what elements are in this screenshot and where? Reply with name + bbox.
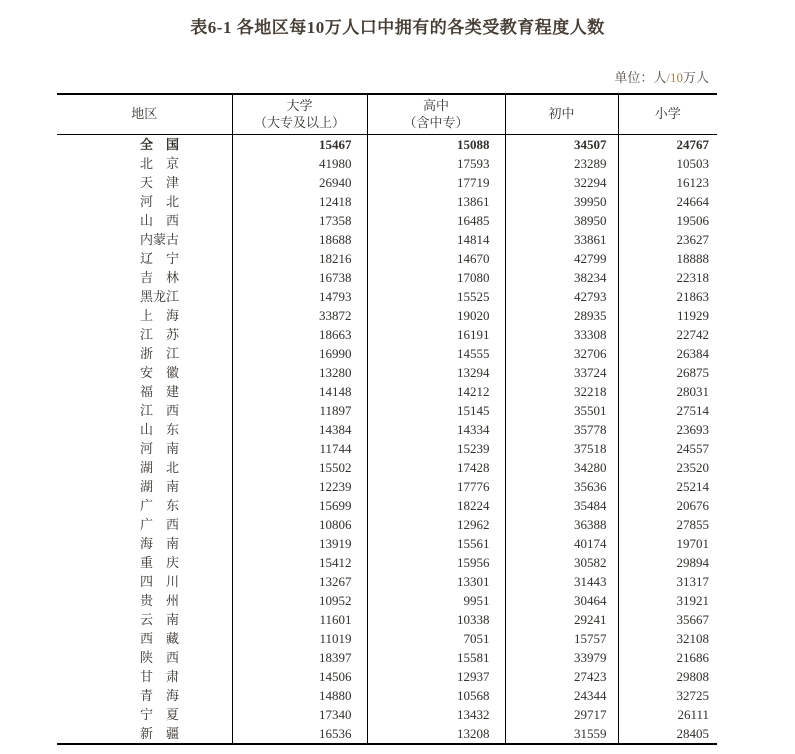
column-header-university — [232, 94, 367, 135]
region-cell: 福 建 — [57, 382, 232, 401]
value-cell: 10568 — [367, 686, 505, 705]
value-cell: 13919 — [232, 534, 367, 553]
value-cell: 16123 — [676, 175, 709, 190]
value-cell: 15145 — [367, 401, 505, 420]
value-cell: 32108 — [676, 631, 709, 646]
unit-label-prefix: 单位：人 — [614, 70, 667, 85]
value-cell: 18888 — [676, 251, 709, 266]
table-row — [57, 287, 717, 306]
value-cell: 16738 — [232, 268, 367, 287]
table-row — [57, 591, 717, 610]
value-cell: 14814 — [367, 230, 505, 249]
region-cell: 新 疆 — [57, 724, 232, 744]
value-cell: 38234 — [505, 268, 618, 287]
value-cell: 14384 — [232, 420, 367, 439]
value-cell: 33308 — [505, 325, 618, 344]
value-cell: 14670 — [367, 249, 505, 268]
region-cell: 云 南 — [57, 610, 232, 629]
region-cell: 宁 夏 — [57, 705, 232, 724]
region-cell: 广 东 — [57, 496, 232, 515]
value-cell: 17719 — [367, 173, 505, 192]
value-cell: 19506 — [676, 213, 709, 228]
value-cell: 32706 — [505, 344, 618, 363]
value-cell: 10503 — [676, 156, 709, 171]
value-cell: 22742 — [676, 327, 709, 342]
value-cell: 29808 — [676, 669, 709, 684]
region-cell: 广 西 — [57, 515, 232, 534]
value-cell: 13294 — [367, 363, 505, 382]
value-cell: 14506 — [232, 667, 367, 686]
value-cell: 10952 — [232, 591, 367, 610]
value-cell: 30464 — [505, 591, 618, 610]
region-cell: 西 藏 — [57, 629, 232, 648]
region-cell: 重 庆 — [57, 553, 232, 572]
column-header-label: 小学 — [654, 106, 681, 122]
value-cell: 32725 — [676, 688, 709, 703]
value-cell: 33872 — [232, 306, 367, 325]
value-cell: 28935 — [505, 306, 618, 325]
value-cell: 15467 — [232, 135, 367, 155]
column-header-label: 高中 — [422, 97, 449, 113]
region-cell: 青 海 — [57, 686, 232, 705]
value-cell: 32218 — [505, 382, 618, 401]
value-cell: 16536 — [232, 724, 367, 744]
value-cell: 14880 — [232, 686, 367, 705]
value-cell: 13861 — [367, 192, 505, 211]
value-cell: 15525 — [367, 287, 505, 306]
value-cell: 24664 — [676, 194, 709, 209]
value-cell: 29717 — [505, 705, 618, 724]
column-header-sub: （大专及以上） — [253, 114, 345, 130]
value-cell: 18688 — [232, 230, 367, 249]
table-row — [57, 515, 717, 534]
value-cell: 23627 — [676, 232, 709, 247]
value-cell: 23693 — [676, 422, 709, 437]
region-cell: 山 西 — [57, 211, 232, 230]
value-cell: 14148 — [232, 382, 367, 401]
value-cell: 23520 — [676, 460, 709, 475]
region-cell: 安 徽 — [57, 363, 232, 382]
region-cell: 河 北 — [57, 192, 232, 211]
unit-label-accent: /10 — [666, 70, 683, 85]
table-body — [57, 135, 717, 745]
table-row — [57, 705, 717, 724]
table-row — [57, 363, 717, 382]
value-cell: 11019 — [232, 629, 367, 648]
value-cell: 42793 — [505, 287, 618, 306]
value-cell: 27855 — [676, 517, 709, 532]
value-cell: 15412 — [232, 553, 367, 572]
value-cell: 15561 — [367, 534, 505, 553]
table-row — [57, 420, 717, 439]
value-cell: 31317 — [676, 574, 709, 589]
value-cell: 28405 — [676, 726, 709, 741]
value-cell: 19020 — [367, 306, 505, 325]
value-cell: 23289 — [505, 154, 618, 173]
value-cell: 14793 — [232, 287, 367, 306]
value-cell: 18663 — [232, 325, 367, 344]
value-cell: 17776 — [367, 477, 505, 496]
column-header-label: 初中 — [548, 106, 575, 122]
value-cell: 15502 — [232, 458, 367, 477]
value-cell: 15581 — [367, 648, 505, 667]
value-cell: 36388 — [505, 515, 618, 534]
value-cell: 15956 — [367, 553, 505, 572]
value-cell: 13301 — [367, 572, 505, 591]
table-row — [57, 249, 717, 268]
value-cell: 34280 — [505, 458, 618, 477]
value-cell: 35484 — [505, 496, 618, 515]
value-cell: 17428 — [367, 458, 505, 477]
value-cell: 21686 — [676, 650, 709, 665]
value-cell: 35667 — [676, 612, 709, 627]
value-cell: 19701 — [676, 536, 709, 551]
table-row — [57, 173, 717, 192]
region-cell: 黑龙江 — [57, 287, 232, 306]
table-row — [57, 211, 717, 230]
value-cell: 7051 — [367, 629, 505, 648]
value-cell: 15088 — [367, 135, 505, 155]
value-cell: 37518 — [505, 439, 618, 458]
value-cell: 30582 — [505, 553, 618, 572]
table-row — [57, 401, 717, 420]
table-row — [57, 686, 717, 705]
column-header-primary — [618, 94, 717, 135]
value-cell: 33724 — [505, 363, 618, 382]
table-row — [57, 496, 717, 515]
region-cell: 贵 州 — [57, 591, 232, 610]
value-cell: 27423 — [505, 667, 618, 686]
value-cell: 32294 — [505, 173, 618, 192]
value-cell: 31921 — [676, 593, 709, 608]
value-cell: 24344 — [505, 686, 618, 705]
value-cell: 18216 — [232, 249, 367, 268]
value-cell: 14334 — [367, 420, 505, 439]
table-row — [57, 553, 717, 572]
table-row — [57, 667, 717, 686]
value-cell: 13432 — [367, 705, 505, 724]
value-cell: 11929 — [676, 308, 709, 323]
value-cell: 28031 — [676, 384, 709, 399]
table-row — [57, 724, 717, 744]
value-cell: 24767 — [676, 137, 709, 152]
value-cell: 16990 — [232, 344, 367, 363]
region-cell: 河 南 — [57, 439, 232, 458]
value-cell: 26875 — [676, 365, 709, 380]
value-cell: 11744 — [232, 439, 367, 458]
value-cell: 26111 — [677, 707, 709, 722]
region-cell: 北 京 — [57, 154, 232, 173]
value-cell: 38950 — [505, 211, 618, 230]
value-cell: 21863 — [676, 289, 709, 304]
region-cell: 四 川 — [57, 572, 232, 591]
value-cell: 34507 — [505, 135, 618, 155]
value-cell: 20676 — [676, 498, 709, 513]
table-row — [57, 154, 717, 173]
table-row — [57, 629, 717, 648]
table-row — [57, 268, 717, 287]
value-cell: 27514 — [676, 403, 709, 418]
value-cell: 35501 — [505, 401, 618, 420]
value-cell: 10806 — [232, 515, 367, 534]
value-cell: 16485 — [367, 211, 505, 230]
table-row — [57, 477, 717, 496]
table-row — [57, 458, 717, 477]
region-cell: 陕 西 — [57, 648, 232, 667]
column-header-region — [57, 94, 232, 135]
value-cell: 11601 — [232, 610, 367, 629]
region-cell: 海 南 — [57, 534, 232, 553]
table-row — [57, 534, 717, 553]
table-row — [57, 572, 717, 591]
value-cell: 15239 — [367, 439, 505, 458]
region-cell: 甘 肃 — [57, 667, 232, 686]
table-row — [57, 325, 717, 344]
value-cell: 22318 — [676, 270, 709, 285]
value-cell: 10338 — [367, 610, 505, 629]
table-row — [57, 439, 717, 458]
value-cell: 40174 — [505, 534, 618, 553]
value-cell: 18397 — [232, 648, 367, 667]
column-header-juniorhigh — [505, 94, 618, 135]
region-cell: 吉 林 — [57, 268, 232, 287]
value-cell: 25214 — [676, 479, 709, 494]
region-cell: 内蒙古 — [57, 230, 232, 249]
value-cell: 9951 — [367, 591, 505, 610]
table-header — [57, 94, 717, 135]
table-row — [57, 382, 717, 401]
value-cell: 26384 — [676, 346, 709, 361]
value-cell: 24557 — [676, 441, 709, 456]
region-cell: 天 津 — [57, 173, 232, 192]
value-cell: 35636 — [505, 477, 618, 496]
value-cell: 16191 — [367, 325, 505, 344]
region-cell: 全 国 — [57, 135, 232, 155]
table-row — [57, 306, 717, 325]
value-cell: 15757 — [505, 629, 618, 648]
value-cell: 12937 — [367, 667, 505, 686]
region-cell: 湖 北 — [57, 458, 232, 477]
unit-label-suffix: 万人 — [682, 70, 709, 85]
value-cell: 39950 — [505, 192, 618, 211]
table-row — [57, 344, 717, 363]
table-row — [57, 192, 717, 211]
value-cell: 29894 — [676, 555, 709, 570]
value-cell: 13280 — [232, 363, 367, 382]
region-cell: 山 东 — [57, 420, 232, 439]
header-row — [57, 94, 717, 135]
column-header-label: 大学 — [286, 97, 313, 113]
table-row — [57, 230, 717, 249]
unit-label — [57, 67, 709, 86]
value-cell: 13208 — [367, 724, 505, 744]
value-cell: 13267 — [232, 572, 367, 591]
value-cell: 31443 — [505, 572, 618, 591]
value-cell: 12239 — [232, 477, 367, 496]
table-row — [57, 648, 717, 667]
value-cell: 12418 — [232, 192, 367, 211]
region-cell: 辽 宁 — [57, 249, 232, 268]
column-header-label: 地区 — [131, 106, 158, 122]
region-cell: 上 海 — [57, 306, 232, 325]
value-cell: 35778 — [505, 420, 618, 439]
value-cell: 12962 — [367, 515, 505, 534]
value-cell: 14212 — [367, 382, 505, 401]
value-cell: 33861 — [505, 230, 618, 249]
value-cell: 26940 — [232, 173, 367, 192]
column-header-sub: （含中专） — [403, 114, 469, 130]
value-cell: 14555 — [367, 344, 505, 363]
value-cell: 17080 — [367, 268, 505, 287]
page-title: 表6-1 各地区每10万人口中拥有的各类受教育程度人数 — [190, 18, 605, 37]
region-cell: 江 苏 — [57, 325, 232, 344]
region-cell: 湖 南 — [57, 477, 232, 496]
table-row — [57, 610, 717, 629]
value-cell: 17593 — [367, 154, 505, 173]
table-row — [57, 135, 717, 155]
education-table — [57, 93, 717, 745]
column-header-highschool — [367, 94, 505, 135]
region-cell: 江 西 — [57, 401, 232, 420]
value-cell: 15699 — [232, 496, 367, 515]
value-cell: 31559 — [505, 724, 618, 744]
value-cell: 41980 — [232, 154, 367, 173]
value-cell: 33979 — [505, 648, 618, 667]
region-cell: 浙 江 — [57, 344, 232, 363]
value-cell: 42799 — [505, 249, 618, 268]
value-cell: 29241 — [505, 610, 618, 629]
value-cell: 17340 — [232, 705, 367, 724]
value-cell: 18224 — [367, 496, 505, 515]
value-cell: 11897 — [232, 401, 367, 420]
value-cell: 17358 — [232, 211, 367, 230]
